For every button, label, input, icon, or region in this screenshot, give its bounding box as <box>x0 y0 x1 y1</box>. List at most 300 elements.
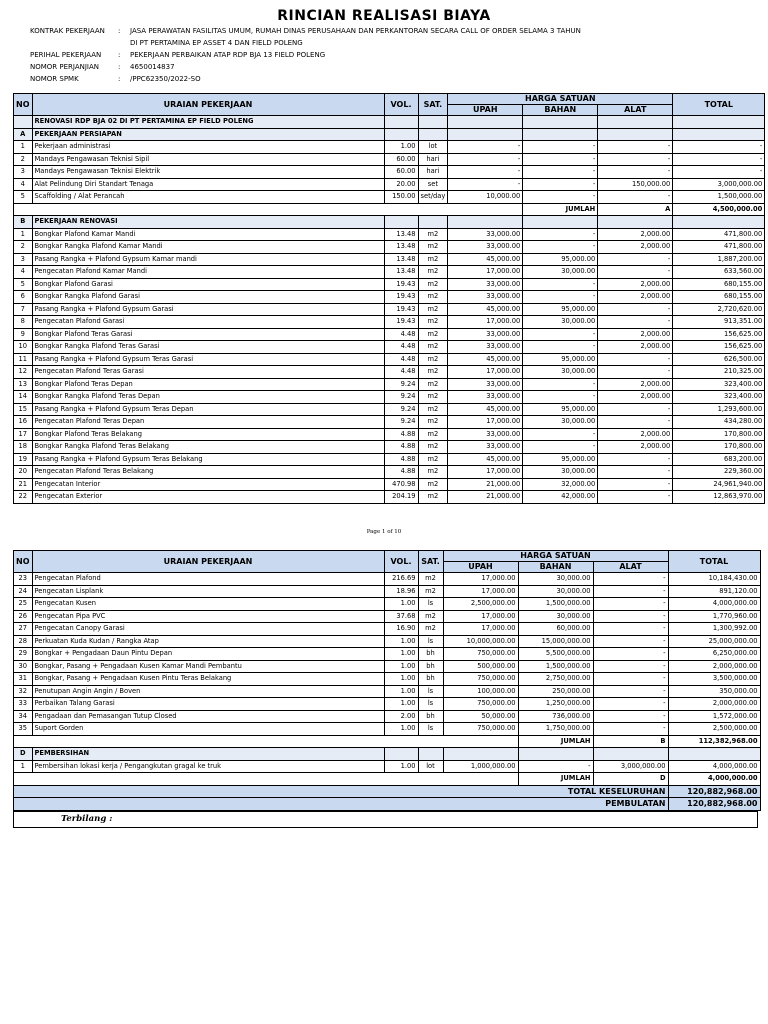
subtotal-row <box>14 735 761 748</box>
cell-alat: - <box>598 141 673 154</box>
cell-bahan: 30,000.00 <box>518 573 593 586</box>
cell-sat: m2 <box>418 341 448 354</box>
cell-uraian: Pekerjaan administrasi <box>32 141 384 154</box>
cell-sat: m2 <box>418 378 448 391</box>
section-title: PEMBERSIHAN <box>32 748 384 761</box>
cell-total: - <box>673 153 765 166</box>
cell-alat: - <box>598 466 673 479</box>
cell-bahan: - <box>523 141 598 154</box>
contract-info-value: JASA PERAWATAN FASILITAS UMUM, RUMAH DINAS PERUSAHAAN DAN PERKANTORAN SECARA CALL OF ORDER SELAMA 3 TAHUN <box>130 27 581 35</box>
contract-info-row <box>30 25 750 37</box>
cell-alat: - <box>593 723 668 736</box>
cell-alat: - <box>593 573 668 586</box>
cell-no: 30 <box>14 660 33 673</box>
cell-sat: hari <box>418 153 448 166</box>
cell-total: 323,400.00 <box>673 391 765 404</box>
grand-total-row <box>14 785 761 798</box>
cell-upah: - <box>448 166 523 179</box>
cell-bahan: 30,000.00 <box>518 585 593 598</box>
cell-uraian: Pengecatan Plafond Teras Depan <box>32 416 384 429</box>
col-harga-satuan: HARGA SATUAN <box>448 94 673 105</box>
cell-vol: 9.24 <box>384 391 418 404</box>
cell-uraian: Alat Pelindung Diri Standart Tenaga <box>32 178 384 191</box>
cell-bahan: 95,000.00 <box>523 453 598 466</box>
cell-alat: - <box>593 610 668 623</box>
cell-vol: 13.48 <box>384 266 418 279</box>
cell-no: 13 <box>14 378 33 391</box>
cell-total: 229,360.00 <box>673 466 765 479</box>
cell-alat: - <box>593 710 668 723</box>
grand-total-label: PEMBULATAN <box>14 798 669 811</box>
cell-sat: m2 <box>418 228 448 241</box>
cell-vol: 9.24 <box>384 403 418 416</box>
cell-vol: 9.24 <box>384 378 418 391</box>
table-row <box>14 228 765 241</box>
table-row <box>14 648 761 661</box>
cell-uraian: Pasang Rangka + Plafond Gypsum Garasi <box>32 303 384 316</box>
cell-sat: m2 <box>418 366 448 379</box>
table-row <box>14 328 765 341</box>
cell-alat: - <box>598 416 673 429</box>
cell-sat: hari <box>418 166 448 179</box>
cell-alat: - <box>593 698 668 711</box>
table-row <box>14 453 765 466</box>
cell-vol: 9.24 <box>384 416 418 429</box>
cell-upah: - <box>448 153 523 166</box>
cell-vol: 4.88 <box>384 466 418 479</box>
cell-upah: 750,000.00 <box>443 648 518 661</box>
table-row <box>14 698 761 711</box>
cell-bahan: 30,000.00 <box>523 466 598 479</box>
cell-alat: 3,000,000.00 <box>593 760 668 773</box>
cell-total: 1,887,200.00 <box>673 253 765 266</box>
contract-info-value: PEKERJAAN PERBAIKAN ATAP RDP BJA 13 FIELD POLENG <box>130 51 326 59</box>
cell-empty <box>673 116 765 129</box>
cell-total: 434,280.00 <box>673 416 765 429</box>
cell-alat: 2,000.00 <box>598 278 673 291</box>
cell-uraian: Suport Gorden <box>32 723 384 736</box>
subtotal-row <box>14 203 765 216</box>
cell-upah: 45,000.00 <box>448 403 523 416</box>
cell-empty <box>384 116 418 129</box>
contract-info-key: PERIHAL PEKERJAAN <box>30 51 102 59</box>
table-row <box>14 141 765 154</box>
col-vol: VOL. <box>384 94 418 116</box>
cell-empty <box>523 216 598 229</box>
cell-vol: 1.00 <box>384 673 418 686</box>
cell-uraian: Bongkar, Pasang + Pengadaan Kusen Kamar Mandi Pembantu <box>32 660 384 673</box>
cell-vol: 13.48 <box>384 253 418 266</box>
cell-vol: 1.00 <box>384 685 418 698</box>
cell-sat: lot <box>418 141 448 154</box>
cell-upah: 17,000.00 <box>443 610 518 623</box>
cell-sat: m2 <box>418 278 448 291</box>
table-row <box>14 291 765 304</box>
cell-alat: - <box>598 353 673 366</box>
subtotal-label: JUMLAH <box>518 735 593 748</box>
cell-empty <box>448 128 523 141</box>
cell-upah: 17,000.00 <box>448 266 523 279</box>
cell-total: - <box>673 166 765 179</box>
cell-upah: 33,000.00 <box>448 341 523 354</box>
cell-bahan: 30,000.00 <box>523 316 598 329</box>
page-title: RINCIAN REALISASI BIAYA <box>277 8 491 24</box>
cell-no: 11 <box>14 353 33 366</box>
table-row <box>14 660 761 673</box>
cell-empty <box>598 128 673 141</box>
contract-info-key: NOMOR SPMK <box>30 75 79 83</box>
cell-uraian: Mandays Pengawasan Teknisi Sipil <box>32 153 384 166</box>
cell-uraian: Bongkar Plafond Teras Depan <box>32 378 384 391</box>
cell-no: 5 <box>14 278 33 291</box>
cell-no: 1 <box>14 760 33 773</box>
cell-bahan: - <box>523 178 598 191</box>
cell-upah: 17,000.00 <box>448 466 523 479</box>
cell-total: 4,000,000.00 <box>668 598 760 611</box>
cell-upah: 33,000.00 <box>448 278 523 291</box>
cell-bahan: 736,000.00 <box>518 710 593 723</box>
contract-info <box>30 25 750 85</box>
cell-uraian: Pengecatan Plafond Kamar Mandi <box>32 266 384 279</box>
col-total: TOTAL <box>668 551 760 573</box>
cell-upah: 33,000.00 <box>448 291 523 304</box>
cell-total: 626,500.00 <box>673 353 765 366</box>
cell-empty <box>418 116 448 129</box>
cell-sat: m2 <box>418 491 448 504</box>
cell-empty <box>598 216 673 229</box>
table-row <box>14 710 761 723</box>
cell-no: 9 <box>14 328 33 341</box>
cell-uraian: Bongkar + Pengadaan Daun Pintu Depan <box>32 648 384 661</box>
cell-bahan: 2,750,000.00 <box>518 673 593 686</box>
cell-alat: - <box>598 191 673 204</box>
contract-info-key: KONTRAK PEKERJAAN <box>30 27 105 35</box>
project-title: RENOVASI RDP BJA 02 DI PT PERTAMINA EP FIELD POLENG <box>32 116 384 129</box>
cell-vol: 4.48 <box>384 328 418 341</box>
col-sat: SAT. <box>418 551 443 573</box>
cell-no: 31 <box>14 673 33 686</box>
contract-info-colon: : <box>118 51 121 59</box>
cell-sat: ls <box>418 698 443 711</box>
cell-empty <box>673 216 765 229</box>
subtotal-label: JUMLAH <box>518 773 593 786</box>
cell-total: 2,500,000.00 <box>668 723 760 736</box>
contract-info-value: /PPC62350/2022-SO <box>130 75 201 83</box>
cell-uraian: Pengecatan Lisplank <box>32 585 384 598</box>
cell-total: 680,155.00 <box>673 278 765 291</box>
cell-bahan: - <box>523 391 598 404</box>
cell-vol: 60.00 <box>384 166 418 179</box>
cell-empty <box>598 116 673 129</box>
cell-vol: 4.48 <box>384 366 418 379</box>
cell-vol: 1.00 <box>384 598 418 611</box>
cell-bahan: - <box>523 341 598 354</box>
cell-no: 5 <box>14 191 33 204</box>
contract-info-key: NOMOR PERJANJIAN <box>30 63 100 71</box>
cell-upah: 45,000.00 <box>448 353 523 366</box>
cell-uraian: Bongkar Plafond Teras Garasi <box>32 328 384 341</box>
cell-alat: 2,000.00 <box>598 441 673 454</box>
cell-sat: ls <box>418 598 443 611</box>
cell-no: 8 <box>14 316 33 329</box>
contract-info-row <box>30 73 750 85</box>
table-row <box>14 253 765 266</box>
table-row <box>14 353 765 366</box>
table-row <box>14 191 765 204</box>
subtotal-value: 4,000,000.00 <box>668 773 760 786</box>
cell-upah: 17,000.00 <box>448 416 523 429</box>
table-row <box>14 178 765 191</box>
cell-no: 10 <box>14 341 33 354</box>
col-bahan: BAHAN <box>518 562 593 573</box>
cell-no: 2 <box>14 241 33 254</box>
cell-no: 29 <box>14 648 33 661</box>
cell-no: 23 <box>14 573 33 586</box>
contract-info-colon: : <box>118 63 121 71</box>
cell-upah: 750,000.00 <box>443 723 518 736</box>
cell-upah: 500,000.00 <box>443 660 518 673</box>
cell-vol: 16.90 <box>384 623 418 636</box>
table-row <box>14 610 761 623</box>
cell-uraian: Pasang Rangka + Plafond Gypsum Teras Garasi <box>32 353 384 366</box>
cell-no: 16 <box>14 416 33 429</box>
cell-bahan: - <box>523 291 598 304</box>
col-harga-satuan: HARGA SATUAN <box>443 551 668 562</box>
cell-empty <box>668 748 760 761</box>
cell-sat: m2 <box>418 253 448 266</box>
cell-sat: bh <box>418 660 443 673</box>
cell-upah: 45,000.00 <box>448 253 523 266</box>
cell-vol: 4.48 <box>384 353 418 366</box>
cell-empty <box>14 773 519 786</box>
table-row <box>14 623 761 636</box>
cell-total: 3,500,000.00 <box>668 673 760 686</box>
cell-empty <box>418 128 448 141</box>
cell-empty <box>418 216 448 229</box>
cell-uraian: Pengecatan Interior <box>32 478 384 491</box>
cell-upah: 1,000,000.00 <box>443 760 518 773</box>
cell-bahan: 30,000.00 <box>523 266 598 279</box>
cell-uraian: Mandays Pengawasan Teknisi Elektrik <box>32 166 384 179</box>
cell-total: 25,000,000.00 <box>668 635 760 648</box>
cell-total: 170,800.00 <box>673 441 765 454</box>
cell-vol: 13.48 <box>384 241 418 254</box>
cell-vol: 2.00 <box>384 710 418 723</box>
cell-alat: 2,000.00 <box>598 341 673 354</box>
cell-sat: m2 <box>418 453 448 466</box>
cell-bahan: 15,000,000.00 <box>518 635 593 648</box>
cell-uraian: Pengecatan Plafond Teras Garasi <box>32 366 384 379</box>
cell-no: 15 <box>14 403 33 416</box>
cell-uraian: Bongkar Rangka Plafond Garasi <box>32 291 384 304</box>
cell-no <box>14 116 33 129</box>
cell-bahan: 42,000.00 <box>523 491 598 504</box>
cell-total: 2,000,000.00 <box>668 698 760 711</box>
table-row <box>14 341 765 354</box>
cell-upah: 17,000.00 <box>448 366 523 379</box>
table-row <box>14 378 765 391</box>
cell-vol: 19.43 <box>384 291 418 304</box>
table-row <box>14 428 765 441</box>
section-row <box>14 128 765 141</box>
col-alat: ALAT <box>593 562 668 573</box>
cell-total: 680,155.00 <box>673 291 765 304</box>
section-row <box>14 216 765 229</box>
table-row <box>14 316 765 329</box>
cell-no: 14 <box>14 391 33 404</box>
contract-info-value: DI PT PERTAMINA EP ASSET 4 DAN FIELD POLENG <box>130 39 303 47</box>
project-title-row <box>14 116 765 129</box>
cell-alat: - <box>593 598 668 611</box>
cell-no: 3 <box>14 253 33 266</box>
contract-info-key <box>30 37 118 49</box>
section-title: PEKERJAAN RENOVASI <box>32 216 384 229</box>
cell-alat: - <box>598 491 673 504</box>
cell-alat: - <box>598 478 673 491</box>
cell-no: 19 <box>14 453 33 466</box>
grand-total-value: 120,882,968.00 <box>668 785 760 798</box>
cell-uraian: Pembersihan lokasi kerja / Pengangkutan gragal ke truk <box>32 760 384 773</box>
cell-alat: - <box>598 166 673 179</box>
cell-vol: 1.00 <box>384 660 418 673</box>
cell-uraian: Pasang Rangka + Plafond Gypsum Teras Belakang <box>32 453 384 466</box>
section-title: PEKERJAAN PERSIAPAN <box>32 128 384 141</box>
cell-vol: 4.48 <box>384 341 418 354</box>
cell-uraian: Pasang Rangka + Plafond Gypsum Teras Depan <box>32 403 384 416</box>
cell-uraian: Bongkar Rangka Plafond Teras Belakang <box>32 441 384 454</box>
cell-bahan: 95,000.00 <box>523 253 598 266</box>
cell-sat: lot <box>418 760 443 773</box>
cell-no: 1 <box>14 141 33 154</box>
grand-total-label: TOTAL KESELURUHAN <box>14 785 669 798</box>
cell-alat: - <box>593 685 668 698</box>
cell-uraian: Bongkar Rangka Plafond Teras Depan <box>32 391 384 404</box>
cell-alat: 150,000.00 <box>598 178 673 191</box>
cell-vol: 216.69 <box>384 573 418 586</box>
cell-upah: 33,000.00 <box>448 328 523 341</box>
cell-uraian: Pengecatan Kusen <box>32 598 384 611</box>
cell-alat: 2,000.00 <box>598 291 673 304</box>
cell-alat: 2,000.00 <box>598 328 673 341</box>
table-row <box>14 685 761 698</box>
cell-sat: m2 <box>418 316 448 329</box>
cell-sat: m2 <box>418 303 448 316</box>
col-sat: SAT. <box>418 94 448 116</box>
cost-table-page-1 <box>13 93 765 504</box>
cell-upah: 10,000.00 <box>448 191 523 204</box>
cell-uraian: Perkuatan Kuda Kudan / Rangka Atap <box>32 635 384 648</box>
cell-sat: m2 <box>418 610 443 623</box>
col-alat: ALAT <box>598 105 673 116</box>
col-uraian: URAIAN PEKERJAAN <box>32 551 384 573</box>
cell-upah: 2,500,000.00 <box>443 598 518 611</box>
cell-total: 1,500,000.00 <box>673 191 765 204</box>
contract-info-colon: : <box>118 27 121 35</box>
cell-upah: 33,000.00 <box>448 428 523 441</box>
cell-no: 2 <box>14 153 33 166</box>
table-row <box>14 366 765 379</box>
table-row <box>14 673 761 686</box>
grand-total-value: 120,882,968.00 <box>668 798 760 811</box>
cell-bahan: 30,000.00 <box>523 416 598 429</box>
cell-uraian: Pasang Rangka + Plafond Gypsum Kamar mandi <box>32 253 384 266</box>
cell-sat: set <box>418 178 448 191</box>
cell-alat: - <box>598 403 673 416</box>
table-row <box>14 478 765 491</box>
cell-total: 471,800.00 <box>673 241 765 254</box>
subtotal-row <box>14 773 761 786</box>
cell-alat: - <box>598 253 673 266</box>
cell-sat: bh <box>418 673 443 686</box>
table-row <box>14 416 765 429</box>
cell-no: 12 <box>14 366 33 379</box>
cell-empty <box>443 748 518 761</box>
cell-total: 4,000,000.00 <box>668 760 760 773</box>
cell-sat: m2 <box>418 416 448 429</box>
cell-alat: - <box>598 366 673 379</box>
subtotal-value: 112,382,968.00 <box>668 735 760 748</box>
col-total: TOTAL <box>673 94 765 116</box>
cell-alat: 2,000.00 <box>598 428 673 441</box>
terbilang-box <box>13 811 758 828</box>
cell-total: 350,000.00 <box>668 685 760 698</box>
page-number: Page 1 of 10 <box>366 529 402 535</box>
cell-vol: 150.00 <box>384 191 418 204</box>
contract-info-row <box>30 49 750 61</box>
cell-vol: 37.68 <box>384 610 418 623</box>
cell-upah: - <box>448 178 523 191</box>
table-row <box>14 266 765 279</box>
cell-empty <box>448 116 523 129</box>
cell-no: 4 <box>14 266 33 279</box>
cell-total: 156,625.00 <box>673 341 765 354</box>
cell-upah: 21,000.00 <box>448 491 523 504</box>
cell-alat: 2,000.00 <box>598 228 673 241</box>
cell-bahan: - <box>523 378 598 391</box>
cell-bahan: - <box>523 228 598 241</box>
cell-sat: m2 <box>418 403 448 416</box>
cell-empty <box>14 203 523 216</box>
cell-empty <box>384 128 418 141</box>
cell-uraian: Pengadaan dan Pemasangan Tutup Closed <box>32 710 384 723</box>
cell-bahan: 1,750,000.00 <box>518 723 593 736</box>
subtotal-value: 4,500,000.00 <box>673 203 765 216</box>
cell-sat: ls <box>418 723 443 736</box>
cell-bahan: 95,000.00 <box>523 303 598 316</box>
cell-no: 26 <box>14 610 33 623</box>
cell-bahan: - <box>523 441 598 454</box>
cell-no: 34 <box>14 710 33 723</box>
cell-empty <box>14 735 519 748</box>
cell-vol: 1.00 <box>384 141 418 154</box>
contract-info-row <box>30 61 750 73</box>
cell-bahan: 95,000.00 <box>523 353 598 366</box>
col-no: NO <box>14 551 33 573</box>
cell-no: 28 <box>14 635 33 648</box>
cell-no: 17 <box>14 428 33 441</box>
cell-alat: 2,000.00 <box>598 391 673 404</box>
cell-bahan: 60,000.00 <box>518 623 593 636</box>
cell-alat: - <box>593 673 668 686</box>
cell-alat: - <box>598 316 673 329</box>
cell-upah: 750,000.00 <box>443 673 518 686</box>
cell-empty <box>673 128 765 141</box>
grand-total-row <box>14 798 761 811</box>
contract-info-colon: : <box>118 75 121 83</box>
cell-bahan: 250,000.00 <box>518 685 593 698</box>
terbilang-label: Terbilang : <box>61 814 113 824</box>
cell-alat: - <box>598 303 673 316</box>
